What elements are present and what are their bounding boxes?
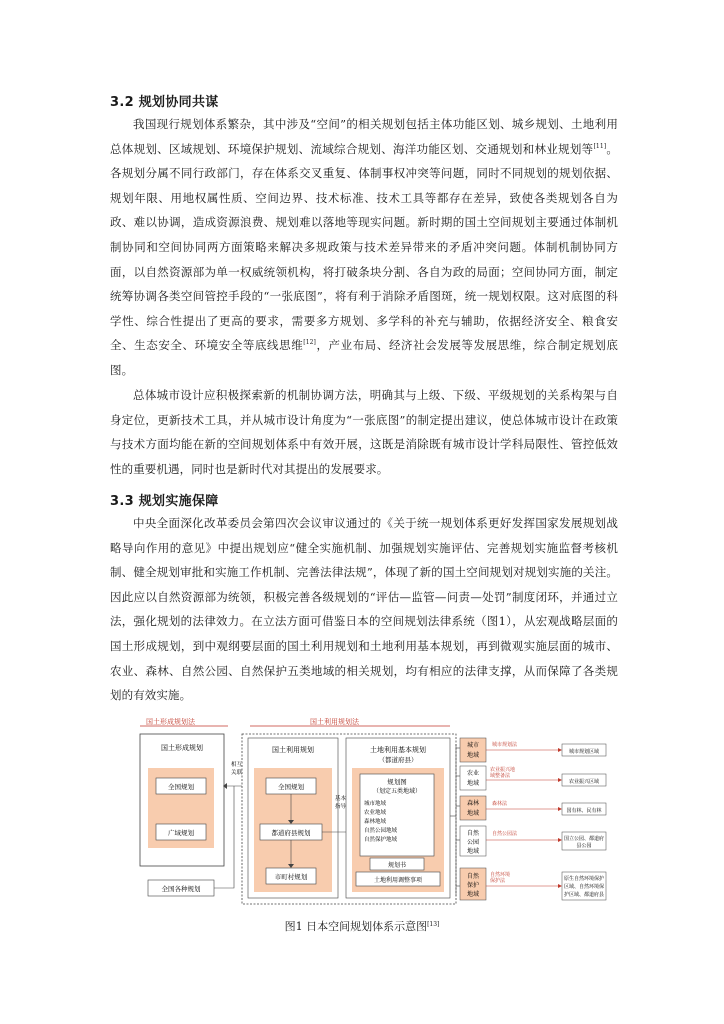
law-heading-2: 国土利用规划法: [310, 718, 359, 726]
map-item: 自然公园地域: [364, 828, 398, 834]
svg-text:地域: 地域: [466, 848, 480, 855]
svg-text:域整备法: 域整备法: [490, 773, 511, 779]
box-label: 全国规划: [278, 783, 304, 791]
svg-text:国有林、民有林: 国有林、民有林: [566, 808, 602, 814]
svg-text:地域: 地域: [466, 780, 480, 787]
svg-text:农业振兴地: 农业振兴地: [490, 767, 516, 773]
paragraph-3-2-b: 总体城市设计应积极探索新的机制协调方法，明确其与上级、下级、平级规划的关系构架与自身定位，更新技术工具，并从城市设计角度为“一张底图”的制定提出建议，使总体城市设计在政策与技术方面均能在新的空间规划体系中有效开展，这既是消除既有城市设计学科局限性、管控低效性的重要机遇，同时也是新时代对其提出的发展要求。: [110, 388, 618, 476]
box-label: 规划书: [387, 862, 407, 869]
svg-text:农业: 农业: [466, 770, 480, 777]
svg-text:国立公园、都道府: 国立公园、都道府: [563, 836, 605, 842]
zone-row-urban: [456, 738, 606, 762]
svg-text:城市规划法: 城市规划法: [492, 742, 518, 748]
coord-label: 相互: [231, 762, 243, 768]
box-label: 市町村规划: [274, 873, 308, 881]
svg-text:护区域、都道府县: 护区域、都道府县: [563, 892, 605, 898]
box-label: 规划图: [387, 778, 407, 786]
panel-subtitle: （都道府县）: [378, 756, 418, 764]
paragraph-3-3: 中央全面深化改革委员会第四次会议审议通过的《关于统一规划体系更好发挥国家发展规划战略导向作用的意见》中提出规划应“健全实施机制、加强规划实施评估、完善规划实施监督考核机制、健全规划审批和实施工作机制、完善法律法规”，体现了新的国土空间规划对规划实施的关注。因此应以自然资源部为统领，积极完善各级规划的“评估—监管—问责—处罚”制度闭环，并通过立法，强化规划的法律效力。在立法方面可借鉴日本的空间规划法律系统（图1），从宏观战略层面的国土形成规划，到中观纲要层面的国土利用规划和土地利用基本规划，再到微观实施层面的城市、农业、森林、自然公园、自然保护五类地域的相关规划，均有相应的法律支撑，从而保障了各类规划的有效实施。: [110, 516, 618, 703]
coord-label: 关联: [231, 770, 243, 776]
map-item: 森林地域: [364, 819, 387, 825]
box-label: 广域规划: [168, 829, 194, 837]
box-label: （划定五类地域）: [372, 788, 422, 795]
svg-text:地域: 地域: [466, 891, 480, 898]
box-label: 都道府县规划: [271, 829, 311, 837]
citation: [13]: [427, 921, 440, 928]
map-item: 城市地域: [364, 801, 387, 807]
zone-row-agriculture: [456, 766, 606, 790]
guide-label: 指导: [335, 804, 347, 810]
panel-title: 国土利用规划: [272, 746, 314, 754]
svg-text:农业振兴区域: 农业振兴区域: [568, 779, 600, 785]
svg-text:地域: 地域: [466, 752, 480, 759]
box-label: 全国规划: [168, 783, 194, 791]
svg-text:自然: 自然: [466, 873, 480, 880]
svg-text:原生自然环境保护: 原生自然环境保护: [563, 876, 605, 882]
law-heading-1: 国土形成规划法: [146, 718, 195, 726]
svg-text:地域: 地域: [466, 810, 480, 817]
map-item: 农业地域: [364, 810, 387, 816]
svg-text:保护法: 保护法: [490, 878, 506, 884]
section-heading-3-2: 3.2 规划协同共谋: [110, 95, 219, 110]
map-item: 自然保护地域: [364, 837, 398, 843]
zone-row-forest: [456, 796, 606, 820]
zone-row-nature-conservation: [456, 868, 606, 900]
section-heading-3-3: 3.3 规划实施保障: [110, 494, 219, 509]
figure-caption: 图1 日本空间规划体系示意图[13]: [284, 920, 440, 933]
panel-title: 国土形成规划: [161, 744, 203, 752]
zone-row-natural-park: [456, 826, 606, 856]
svg-text:森林: 森林: [466, 800, 480, 807]
svg-text:公园: 公园: [466, 839, 480, 846]
citation: [12]: [303, 339, 316, 347]
panel-title: 土地利用基本规划: [370, 746, 426, 754]
box-label: 全国各种规划: [161, 885, 201, 893]
svg-text:森林法: 森林法: [492, 801, 508, 807]
svg-text:区域、自然环境保: 区域、自然环境保: [563, 884, 605, 890]
svg-text:城市规划区域: 城市规划区域: [568, 749, 600, 755]
guide-label: 基本: [335, 796, 347, 802]
paragraph-3-2-a: 我国现行规划体系繁杂，其中涉及“空间”的相关规划包括主体功能区划、城乡规划、土地利用总体规划、区域规划、环境保护规划、流域综合规划、海洋功能区划、交通规划和林业规划等[11]。各规划分属不同行政部门，存在体系交叉重复、体制事权冲突等问题，同时不同规划的规划依据、规划年限、用地权属性质、空间边界、技术标准、技术工具等都存在差异，致使各类规划各自为政、难以协调，造成资源浪费、规划难以落地等现实问题。新时期的国土空间规划主要通过体制机制协同和空间协同两方面策略来解决多规政策与技术差异带来的矛盾冲突问题。体制机制协同方面，以自然资源部为单一权威统领机构，将打破条块分割、各自为政的局面；空间协同方面，制定统筹协调各类空间管控手段的“一张底图”，将有利于消除矛盾图斑，统一规划权限。这对底图的科学性、综合性提出了更高的要求，需要多方规划、多学科的补充与辅助，依据经济安全、粮食安全、生态安全、环境安全等底线思维[12]，产业布局、经济社会发展等发展思维，综合制定规划底图。: [110, 117, 618, 377]
citation: [11]: [593, 142, 607, 150]
svg-text:县公园: 县公园: [576, 843, 592, 849]
svg-text:保护: 保护: [466, 882, 480, 889]
box-label: 土地利用调整事项: [373, 877, 423, 884]
svg-text:自然环境: 自然环境: [490, 872, 511, 878]
svg-text:城市: 城市: [466, 742, 480, 749]
svg-text:自然公园法: 自然公园法: [492, 831, 518, 837]
planning-system-figure: [138, 716, 608, 916]
svg-text:自然: 自然: [466, 830, 480, 837]
